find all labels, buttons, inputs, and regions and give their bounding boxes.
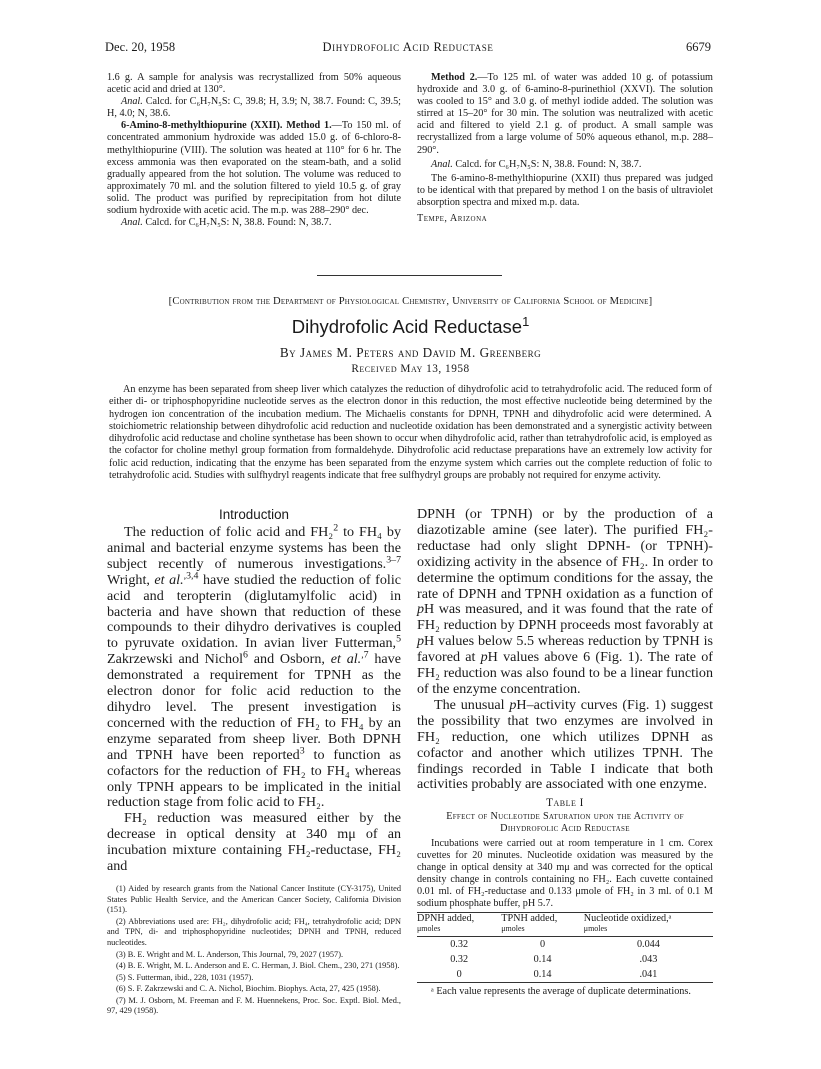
right-body <box>417 507 713 793</box>
title-footnote-mark: 1 <box>522 313 530 329</box>
article-title <box>100 313 721 338</box>
table-header-cell <box>584 913 713 937</box>
table-cell: 0 <box>539 939 546 951</box>
table-cell: 0.32 <box>450 939 469 951</box>
ref-mark: 5 <box>396 633 401 645</box>
method1-heading: 6-Amino-8-methylthiopurine (XXII). Method 1. <box>121 120 332 132</box>
ph-h: H <box>487 649 498 666</box>
table-cell: 0.32 <box>450 954 469 966</box>
introduction-heading: Introduction <box>219 507 289 522</box>
footnote: (4) B. E. Wright, M. L. Anderson and E. C. Herman, J. Biol. Chem., 230, 271 (1958). <box>116 961 400 971</box>
table-label: Table I <box>546 797 584 810</box>
table-1 <box>417 797 713 998</box>
ph-italic: p <box>480 649 488 666</box>
text-run: The reduction of folic acid and FH₂ <box>124 524 334 540</box>
table-cell: .041 <box>584 967 713 983</box>
table-row <box>417 937 713 953</box>
received-date: Received May 13, 1958 <box>351 363 470 375</box>
text-run: The unusual <box>434 696 510 713</box>
ph-h: H <box>424 601 435 618</box>
table-header-cell <box>501 913 584 937</box>
ph-italic: p <box>509 696 517 713</box>
table-header-cell <box>417 913 501 937</box>
table-row <box>417 952 713 967</box>
method2-paragraph <box>417 72 713 157</box>
table-caption: Effect of Nucleotide Saturation upon the Activity of Dihydrofolic Acid Reductase <box>446 811 684 835</box>
main-left-column <box>107 507 401 1018</box>
running-head-title: Dihydrofolic Acid Reductase <box>322 40 494 54</box>
header-unit: μmoles <box>417 923 441 933</box>
table-cell: .043 <box>639 954 658 966</box>
text-run: have studied the reduction of folic acid and teropterin (diglutamylfolic acid) in bacteria and have shown that reduction of these compounds to their dihydro derivatives is coupled to pyruvate oxidation. In avian liver Futterman, <box>107 571 401 652</box>
ph-italic: p <box>417 633 425 650</box>
footnotes <box>107 884 401 1017</box>
method2-text: —To 125 ml. of water was added 10 g. of potassium hydroxide and 3.0 g. of 6-amino-8-purinethiol (XXVI). The solution was cooled to 15° and 3.0 g. of methyl iodide added. The solution was stirred at 15–20° for 30 min. The solution was neutralized with acetic acid and filtered to yield 2.1 g. of product. A small sample was recrystallized from a large volume of 50% aqueous ethanol, m.p. 288–290°. <box>417 72 713 156</box>
table-cell: 0.044 <box>636 939 660 951</box>
authors-line: By James M. Peters and David M. Greenberg <box>279 345 542 360</box>
table-description: Incubations were carried out at room temperature in 1 cm. Corex cuvettes for 20 minutes. Nucleotide oxidation was measured by the change in optical density at 340 mμ and was corrected for the optical density change in controls containing no FH₂. Each cuvette contained 0.01 ml. of FH₂-reductase and 0.133 μmole of FH₂ in 3 ml. of 0.1 M sodium phosphate buffer, pH 5.7. <box>417 838 713 910</box>
anal-label: Anal. <box>121 96 143 108</box>
running-head-date: Dec. 20, 1958 <box>105 40 176 54</box>
text-run: to FH₄ by animal and bacterial enzyme systems has been the subject recently of numerous investigations. <box>107 524 401 572</box>
text-run: Wright, <box>107 571 155 588</box>
method1-paragraph <box>107 120 401 217</box>
footnote: (5) S. Futterman, ibid., 228, 1031 (1957). <box>116 972 254 982</box>
text-run: and Osborn, <box>247 651 331 668</box>
header-unit: μmoles <box>501 923 525 933</box>
running-head <box>105 40 711 56</box>
method1-text: —To 150 ml. of concentrated ammonium hydroxide was added 15.0 g. of 6-chloro-8-methylthiopurine (VIII). The solution was heated at 110° for 6 hr. The excess ammonia was then evaporated on the steam-bath, and a solid gradually appeared from the hot solution. The volume was reduced to approximately 70 ml. and the solution filtered to yield 10.5 g. of gray solid. The product was purified by reprecipitation from hot dilute sodium hydroxide with acetic acid. The m.p. was 288–290° dec. <box>107 120 401 217</box>
anal-text: Calcd. for C₆H₇N₅S: N, 38.8. Found: N, 38.7. <box>145 217 332 229</box>
text-run: –activity curves (Fig. 1) suggest the possibility that two enzymes are involved in FH₂ reduction, one which utilizes DPNH as cofactor and another which utilizes TPNH. The findings recorded in Table I indicate that both activities probably are associated with one enzyme. <box>417 696 713 793</box>
page-number: 6679 <box>686 40 711 54</box>
footnote: (3) B. E. Wright and M. L. Anderson, This Journal, 79, 2027 (1957). <box>116 949 344 959</box>
main-right-column <box>417 507 713 998</box>
footnote: (6) S. F. Zakrzewski and C. A. Nichol, Biochim. Biophys. Acta, 27, 425 (1958). <box>116 984 381 994</box>
footnote: (2) Abbreviations used are: FH₂, dihydrofolic acid; FH₄, tetrahydrofolic acid; DPN and TPN, di- and triphosphopyridine nucleotides; DPNH and TPNH, reduced nucleotides. <box>107 916 401 947</box>
text-run: values above 6 (Fig. 1). The rate of FH₂ reduction was also found to be a linear function of the enzyme concentration. <box>417 649 713 697</box>
carryover-left-column <box>107 72 401 229</box>
right-paragraph-1 <box>417 507 713 698</box>
right-paragraph-2 <box>417 698 713 793</box>
ref-mark: 3 <box>299 745 305 756</box>
ph-h: H <box>424 633 435 650</box>
text-run: values below 5.5 whereas reduction by TPNH is favored at <box>417 633 713 666</box>
abstract: An enzyme has been separated from sheep liver which catalyzes the reduction of dihydrofolic acid to tetrahydrofolic acid. The reduced form of either di- or triphosphopyridine nucleotide serves as the electron donor in this reduction, the most effective nucleotide being determined by the hydrogen ion concentration of the incubation medium. The Michaelis constants for DPNH, TPNH and dihydrofolic acid were determined. A stoichiometric relationship between dihydrofolic acid reduction and nucleotide oxidation has been demonstrated and a synergistic activity between dihydrofolic acid reductase and choline synthetase has been shown to occur when dihydrofolic acid, rather than tetrahydrofolic acid, is employed as the cofactor for choline methyl group formation from formaldehyde. Dihydrofolic acid reductase preparations have an extremely low activity for folic acid reduction, indicating that the enzyme has been separated from the enzyme system which carries out the complete reduction of folic to tetrahydrofolic acid. Studies with sulfhydryl reagents indicate that free sulfhydryl groups are probably not required for enzyme activity. <box>109 384 712 482</box>
analysis-paragraph <box>107 96 401 120</box>
header-label: TPNH added, <box>501 913 558 925</box>
header-unit: μmoles <box>583 923 608 933</box>
analysis-paragraph <box>417 159 713 171</box>
header-label: Nucleotide oxidized,ᵃ <box>583 913 672 925</box>
method2-heading: Method 2. <box>431 72 478 83</box>
anal-label: Anal. <box>121 217 143 229</box>
text-run-italic: et al. <box>154 571 184 588</box>
anal-text: Calcd. for C₆H₇N₅S: C, 39.8; H, 3.9; N, 38.7. Found: C, 39.5; H, 4.0; N, 38.6. <box>107 96 402 120</box>
table-cell: 0.14 <box>533 954 552 966</box>
intro-paragraph-1 <box>107 522 402 811</box>
carryover-right-column <box>417 72 713 225</box>
text-run: DPNH (or TPNH) or by the production of a diazotizable amine (see later). The purified FH₂-reductase had only slight DPNH- (or TPNH)-oxidizing activity in the absence of FH₂. In order to determine the optimum conditions for the assay, the rate of DPNH and TPNH oxidation as a function of <box>417 506 713 602</box>
text-run: to function as cofactors for the reduction of FH₂ to FH₄ whereas only TPNH appears to be implicated in the initial reduction stage from folic acid to FH₂. <box>107 746 402 811</box>
table-cell: 0 <box>417 967 501 983</box>
ref-mark: ,3,4 <box>183 570 199 582</box>
table-footnote: ᵃ Each value represents the average of duplicate determinations. <box>431 986 691 998</box>
place-line: Tempe, Arizona <box>417 213 488 225</box>
ref-mark: ,7 <box>361 649 369 661</box>
table-header-row <box>417 913 713 937</box>
table-row <box>417 967 713 983</box>
ph-h: H <box>516 696 527 713</box>
ph-italic: p <box>417 601 425 618</box>
ref-mark: 6 <box>243 649 248 661</box>
header-label: DPNH added, <box>417 913 475 925</box>
ref-mark: 3–7 <box>386 554 401 566</box>
text-run: Zakrzewski and Nichol <box>107 651 244 668</box>
text-run: was measured, and it was found that the rate of FH₂ reduction by DPNH proceeds most favorably at <box>417 601 713 634</box>
text-run: have demonstrated a requirement for TPNH as the electron donor for folic acid reduction to the dihydro level. The present investigation is concerned with the reduction of FH₂ to FH₄ by an enzyme separated from sheep liver. Both DPNH and TPNH have been reported <box>107 651 401 763</box>
carryover-paragraph: 1.6 g. A sample for analysis was recrystallized from 50% aqueous acetic acid and dried at 130°. <box>107 72 401 96</box>
separator-rule <box>317 275 502 276</box>
footnote: (7) M. J. Osborn, M. Freeman and F. M. Huennekens, Proc. Soc. Exptl. Biol. Med., 97, 429 (1958). <box>107 995 401 1016</box>
data-table <box>417 912 713 983</box>
intro-paragraph-2: FH₂ reduction was measured either by the decrease in optical density at 340 mμ of an incubation mixture containing FH₂-reductase, FH₂ and <box>107 810 401 875</box>
footnote: (1) Aided by research grants from the National Cancer Institute (CY-3175), United States Public Health Service, and the American Cancer Society, California Division (151). <box>107 883 401 915</box>
anal-label: Anal. <box>431 158 453 170</box>
text-run-italic: et al. <box>330 651 362 668</box>
ref-mark: 2 <box>333 522 339 534</box>
identity-paragraph: The 6-amino-8-methylthiopurine (XXII) thus prepared was judged to be identical with that prepared by method 1 on the basis of ultraviolet absorption spectra and mixed m.p. data. <box>417 172 713 208</box>
table-cell: 0.14 <box>501 967 584 983</box>
contribution-line: [Contribution from the Department of Physiological Chemistry, University of California School of Medicine] <box>168 296 653 307</box>
article-title-text: Dihydrofolic Acid Reductase <box>291 316 523 337</box>
introduction-body <box>107 522 402 875</box>
anal-text: Calcd. for C₆H₇N₅S: N, 38.8. Found: N, 38.7. <box>455 158 642 170</box>
analysis-paragraph <box>107 217 401 229</box>
